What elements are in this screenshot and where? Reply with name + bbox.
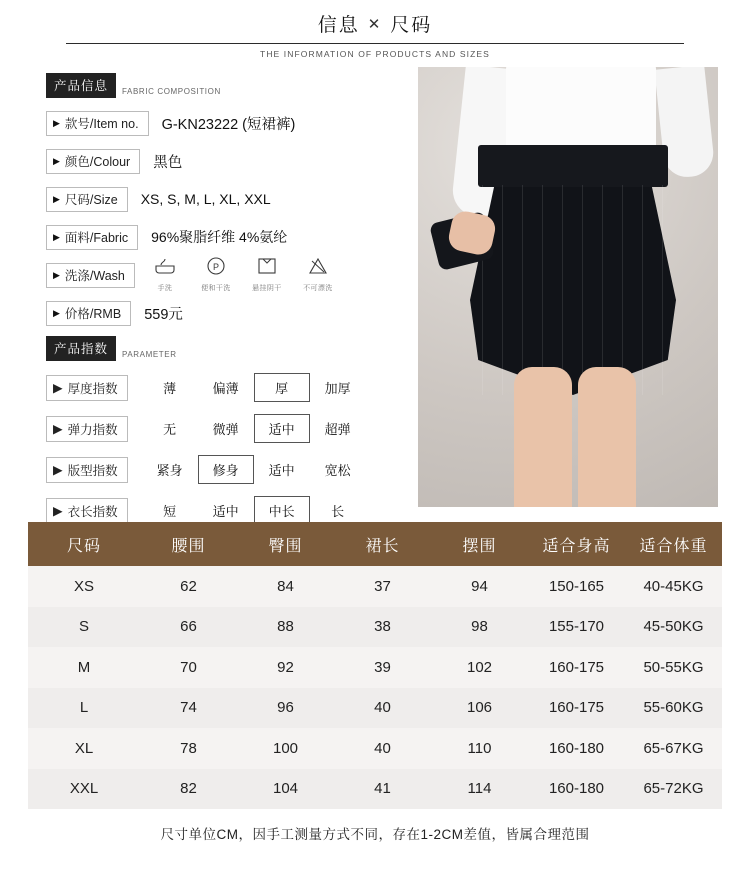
column-header-hip: 臀围 (268, 537, 303, 555)
parameter-tag-en: PARAMETER (122, 350, 177, 359)
bullet-icon: ▶ (53, 231, 60, 242)
cell-size: S (78, 618, 89, 636)
parameter-label-text: 弹力指数 (67, 422, 118, 437)
wash-icon-group (148, 255, 335, 295)
svg-text:P: P (212, 262, 219, 272)
parameter-option[interactable]: 加厚 (324, 381, 351, 396)
cell-weight: 65-67KG (643, 739, 704, 757)
parameter-option[interactable]: 适中 (212, 504, 239, 519)
parameter-option[interactable]: 短 (163, 504, 177, 519)
table-row (28, 647, 722, 688)
dry-clean-p-icon (199, 255, 233, 277)
spec-label-text: 洗涤/Wash (64, 269, 125, 283)
spec-row-size (46, 180, 406, 218)
cell-weight: 65-72KG (643, 780, 704, 798)
spec-label-fabric (46, 225, 138, 250)
spec-label-price (46, 301, 131, 326)
spec-row-colour (46, 142, 406, 180)
column-header-hem: 摆围 (462, 537, 497, 555)
cell-hem: 110 (467, 739, 492, 757)
spec-value-item-no: G-KN23222 (短裙裤) (161, 116, 296, 133)
parameter-option-selected[interactable]: 厚 (254, 373, 310, 402)
hand-wash-icon (148, 255, 182, 277)
cell-weight: 45-50KG (643, 618, 704, 636)
spec-label-text: 颜色/Colour (64, 155, 131, 169)
skirt-pleats (470, 185, 676, 395)
cell-size: M (77, 658, 91, 676)
page-title-right: 尺码 (390, 15, 433, 36)
page-title (314, 10, 437, 43)
column-header-length: 裙长 (365, 537, 400, 555)
cell-waist: 70 (180, 658, 197, 676)
column-header-height: 适合身高 (542, 537, 611, 555)
bullet-icon: ▶ (53, 269, 60, 280)
parameter-row-thickness (46, 367, 406, 408)
skirt-waistband (478, 145, 668, 187)
model-leg-left (514, 367, 572, 507)
parameter-label-text: 厚度指数 (67, 381, 118, 396)
cell-size: XS (73, 577, 94, 595)
cell-waist: 82 (180, 780, 197, 798)
cell-height: 160-175 (548, 658, 605, 676)
cell-hem: 102 (466, 658, 493, 676)
wash-item-no-bleach (301, 255, 335, 295)
wash-item-hand-wash (148, 255, 182, 295)
table-row (28, 566, 722, 607)
parameter-row-fit (46, 449, 406, 490)
no-bleach-icon (301, 255, 335, 277)
parameter-option[interactable]: 紧身 (156, 463, 183, 478)
size-table-header (28, 522, 722, 566)
spec-label-size (46, 187, 128, 212)
spec-value-fabric: 96%聚脂纤维 4%氨纶 (151, 229, 288, 245)
bullet-icon: ▶ (53, 307, 60, 318)
cell-height: 150-165 (548, 577, 605, 595)
table-row (28, 607, 722, 648)
cell-height: 160-175 (548, 699, 605, 717)
cell-length: 40 (374, 739, 391, 757)
parameter-label-thickness (46, 375, 128, 401)
cell-height: 160-180 (548, 739, 605, 757)
parameter-option[interactable]: 宽松 (324, 463, 351, 478)
parameter-options-elasticity (142, 414, 366, 443)
cell-hem: 106 (466, 699, 493, 717)
parameter-heading (46, 336, 406, 361)
product-info-tag: 产品信息 (46, 73, 116, 98)
parameter-label-elasticity (46, 416, 128, 442)
cell-length: 37 (374, 577, 391, 595)
spec-label-text: 尺码/Size (64, 193, 118, 207)
parameter-option[interactable]: 长 (331, 504, 345, 519)
header-divider (66, 43, 684, 44)
cell-hip: 96 (277, 699, 294, 717)
parameter-option-selected[interactable]: 中长 (254, 496, 310, 525)
wash-caption: 手洗 (157, 285, 173, 292)
bullet-icon: ▶ (53, 117, 60, 128)
bullet-icon: ▶ (53, 463, 63, 477)
column-header-size: 尺码 (66, 537, 101, 555)
main-section (0, 67, 750, 519)
parameter-list (46, 367, 406, 531)
cell-waist: 62 (180, 577, 197, 595)
product-photo (418, 67, 718, 507)
cell-hip: 104 (272, 780, 299, 798)
spec-label-colour (46, 149, 140, 174)
wash-item-hang-dry (250, 255, 284, 295)
cell-length: 39 (374, 658, 391, 676)
wash-caption: 不可漂洗 (303, 285, 333, 292)
parameter-option[interactable]: 薄 (163, 381, 177, 396)
cell-height: 155-170 (548, 618, 605, 636)
cell-length: 41 (374, 780, 391, 798)
parameter-option[interactable]: 适中 (268, 463, 295, 478)
cell-waist: 66 (180, 618, 197, 636)
cell-waist: 78 (180, 739, 197, 757)
parameter-label-length (46, 498, 128, 524)
wash-caption: 悬挂阴干 (252, 285, 282, 292)
spec-row-wash (46, 256, 406, 294)
cell-length: 40 (374, 699, 391, 717)
cell-height: 160-180 (548, 780, 605, 798)
column-header-weight: 适合体重 (639, 537, 708, 555)
model-leg-right (578, 367, 636, 507)
spec-label-wash (46, 263, 135, 288)
parameter-label-text: 版型指数 (67, 463, 118, 478)
table-row (28, 769, 722, 810)
parameter-options-thickness (142, 373, 366, 402)
cell-length: 38 (374, 618, 391, 636)
parameter-options-length (142, 496, 366, 525)
cell-size: XXL (69, 780, 99, 798)
spec-row-fabric (46, 218, 406, 256)
size-table-note: 尺寸单位CM，因手工测量方式不同，存在1-2CM差值，皆属合理范围 (160, 827, 590, 842)
wash-caption: 便和干洗 (201, 285, 231, 292)
product-info-heading (46, 73, 406, 98)
bullet-icon: ▶ (53, 155, 60, 166)
spec-label-text: 款号/Item no. (64, 117, 139, 131)
parameter-row-elasticity (46, 408, 406, 449)
spec-value-colour: 黑色 (153, 154, 183, 171)
cell-waist: 74 (180, 699, 197, 717)
parameter-option[interactable]: 偏薄 (212, 381, 239, 396)
page-subtitle: THE INFORMATION OF PRODUCTS AND SIZES (260, 49, 490, 59)
hang-dry-icon (250, 255, 284, 277)
cell-size: L (79, 699, 89, 717)
spec-label-item-no (46, 111, 149, 136)
bullet-icon: ▶ (53, 193, 60, 204)
cell-hem: 94 (471, 577, 488, 595)
spec-label-text: 价格/RMB (64, 307, 122, 321)
title-separator-icon: ✕ (367, 16, 383, 33)
parameter-option-selected[interactable]: 适中 (254, 414, 310, 443)
cell-hip: 92 (277, 658, 294, 676)
page-title-left: 信息 (317, 15, 360, 36)
cell-hip: 84 (277, 577, 294, 595)
parameter-option[interactable]: 微弹 (212, 422, 239, 437)
page-header (0, 0, 750, 59)
table-row (28, 728, 722, 769)
parameter-tag: 产品指数 (46, 336, 116, 361)
cell-hem: 114 (467, 780, 492, 798)
cell-hem: 98 (471, 618, 488, 636)
bullet-icon: ▶ (53, 381, 63, 395)
spec-value-size: XS, S, M, L, XL, XXL (140, 191, 271, 207)
spec-label-text: 面料/Fabric (64, 231, 129, 245)
cell-size: XL (74, 739, 94, 757)
parameter-label-text: 衣长指数 (67, 504, 118, 519)
bullet-icon: ▶ (53, 504, 63, 518)
specs-column (46, 73, 406, 531)
cell-hip: 88 (277, 618, 294, 636)
size-table (28, 522, 722, 843)
spec-row-item-no (46, 104, 406, 142)
parameter-options-fit (142, 455, 366, 484)
product-info-tag-en: FABRIC COMPOSITION (122, 87, 221, 96)
parameter-label-fit (46, 457, 128, 483)
spec-row-price (46, 294, 406, 332)
table-row (28, 688, 722, 729)
cell-weight: 40-45KG (643, 577, 704, 595)
cell-weight: 55-60KG (643, 699, 704, 717)
column-header-waist: 腰围 (171, 537, 206, 555)
parameter-option-selected[interactable]: 修身 (198, 455, 254, 484)
cell-hip: 100 (272, 739, 299, 757)
wash-item-dry-clean (199, 255, 233, 295)
bullet-icon: ▶ (53, 422, 63, 436)
spec-value-price: 559元 (144, 306, 183, 323)
parameter-option[interactable]: 无 (163, 422, 177, 437)
cell-weight: 50-55KG (643, 658, 704, 676)
parameter-option[interactable]: 超弹 (324, 422, 351, 437)
